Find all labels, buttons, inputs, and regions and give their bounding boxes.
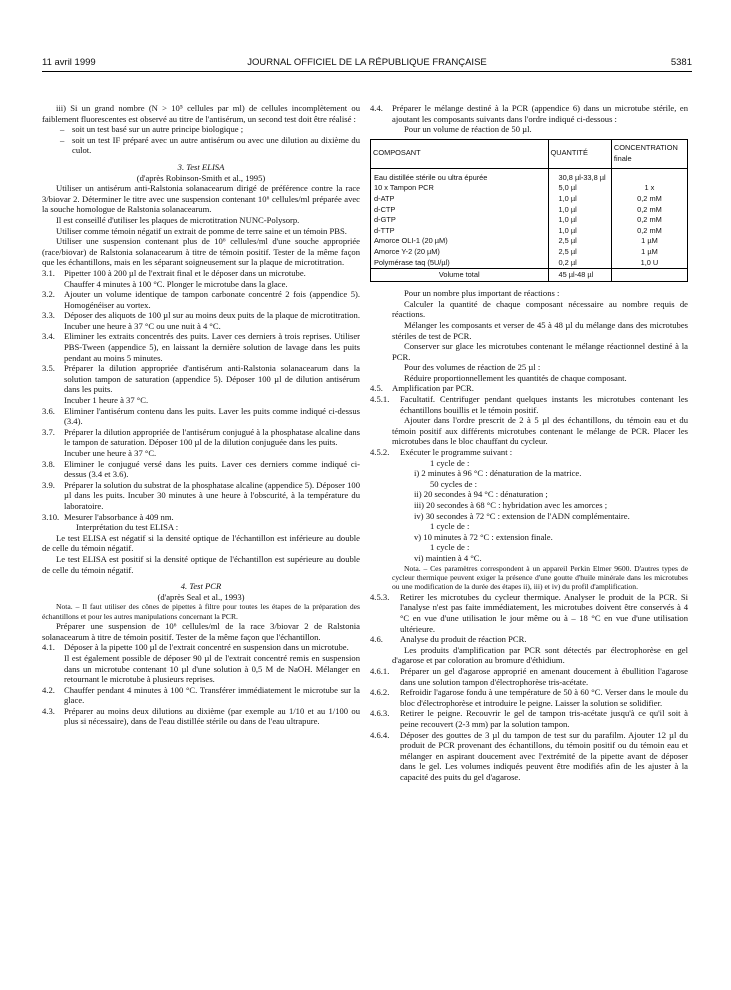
paragraph: Calculer la quantité de chaque composant nécessaire au nombre requis de réactions. [392, 298, 688, 320]
item-text: Déposer à la pipette 100 µl de l'extrait concentré en suspension dans un microtube. [64, 642, 349, 653]
numbered-item [370, 687, 688, 708]
table-cell: 0,2 mM [611, 226, 687, 237]
table-cell: 1 µM [611, 247, 687, 258]
paragraph: Pour des volumes de réaction de 25 µl : [404, 362, 541, 373]
paragraph: Les produits d'amplification par PCR sont détectés par électrophorèse en gel d'agarose et par coloration au bromure d'éthidium. [392, 644, 688, 666]
paragraph: Ajouter dans l'ordre prescrit de 2 à 5 µl des échantillons, du témoin eau et du témoin positif aux différents microtubes contenant le mélange de PCR. Placer les microtubes dans le bloc chauffant du cycleur. [392, 415, 688, 447]
item-number [42, 448, 64, 459]
paragraph-group [370, 288, 688, 383]
item-text: Préparer au moins deux dilutions au dixième (par exemple au 1/10 et au 1/100 ou plus si nécessaire), dans de l'eau distillée stérile ou dans de l'eau ultrapure. [64, 705, 360, 727]
item-text: Préparer un gel d'agarose approprié en amenant doucement à ébullition l'agarose dans une solution tampon d'électrophorèse tris-acétate. [400, 665, 688, 687]
numbered-item [370, 708, 688, 729]
item-text: Chauffer pendant 4 minutes à 100 °C. Transférer immédiatement le microtube sur la glace. [64, 684, 360, 706]
pcr-program [370, 458, 688, 564]
section-reference: (d'après Robinson-Smith et al., 1995) [136, 172, 266, 183]
program-line: vi) maintien à 4 °C. [414, 552, 482, 563]
table-cell [611, 168, 687, 183]
paragraph: Le test ELISA est négatif si la densité optique de l'échantillon est inférieure au double de celle du témoin négatif. [42, 532, 360, 554]
table-cell: 10 x Tampon PCR [371, 183, 549, 194]
section-reference: (d'après Seal et al., 1993) [157, 591, 245, 602]
item-number: 3.2. [42, 289, 55, 300]
table-cell: d-GTP [371, 215, 549, 226]
program-line: i) 2 minutes à 96 °C : dénaturation de la matrice. [414, 468, 582, 479]
elisa-step-list [42, 268, 360, 522]
paragraph: Il est conseillé d'utiliser les plaques de microtitration NUNC-Polysorp. [56, 214, 300, 225]
table-cell: 1,0 µl [548, 194, 611, 205]
item-text: Il est également possible de déposer 90 µl de l'extrait concentré remis en suspension dans un microtube contenant 10 µl d'une solution à 0,5 M de NaOH. Mélanger en retournant le microtube à plusieurs reprises. [64, 652, 360, 685]
table-cell: d-TTP [371, 226, 549, 237]
table-cell: 1,0 µl [548, 226, 611, 237]
numbered-item [42, 395, 360, 406]
table-cell: 1,0 µl [548, 215, 611, 226]
page-header [42, 57, 692, 71]
table-cell: 1,0 U [611, 258, 687, 269]
paragraph: Utiliser une suspension contenant plus de 10⁶ cellules/ml d'une souche appropriée (race/biovar) de Ralstonia solanacearum à titre de témoin positif. Tester de la même façon que les échantillons, mais en les séparant soigneusement sur la plaque de microtitration. [42, 236, 360, 268]
numbered-item [42, 289, 360, 310]
table-cell: Amorce OLI-1 (20 µM) [371, 236, 549, 247]
program-line: 1 cycle de : [430, 521, 470, 532]
paragraph: Mélanger les composants et verser de 45 à 48 µl du mélange dans des microtubes stériles de test de PCR. [392, 319, 688, 341]
header-page-number: 5381 [670, 57, 692, 68]
table-total-row [371, 269, 688, 282]
item-number: 3.4. [42, 331, 55, 342]
item-number: 4.6.1. [370, 665, 390, 676]
table-row [371, 168, 688, 183]
item-number: 4.1. [42, 642, 55, 653]
pcr-step-list [42, 642, 360, 727]
program-line: iii) 20 secondes à 68 °C : hybridation avec les amorces ; [414, 500, 608, 510]
total-value: 45 µl-48 µl [548, 269, 611, 282]
program-line: ii) 20 secondes à 94 °C : dénaturation ; [414, 489, 548, 500]
item-number: 3.3. [42, 310, 55, 321]
item-number [42, 279, 64, 290]
item-text: Préparer la solution du substrat de la phosphatase alcaline (appendice 5). Déposer 100 µl dans les puits. Incuber 30 minutes à une heure à l'obscurité, à la température du laboratoire. [64, 479, 360, 511]
paragraph: Conserver sur glace les microtubes contenant le mélange réactionnel destiné à la PCR. [392, 341, 688, 362]
header-date: 11 avril 1999 [42, 57, 96, 68]
table-header: QUANTITÉ [548, 139, 611, 168]
table-cell: 0,2 µl [548, 258, 611, 269]
numbered-item [370, 666, 688, 687]
program-line: 1 cycle de : [430, 457, 470, 468]
paragraph: Pour un volume de réaction de 50 µl. [404, 124, 532, 135]
item-text: Déposer des gouttes de 3 µl du tampon de test sur du parafilm. Ajouter 12 µl du produit de PCR provenant des échantillons, du témoin positif ou du témoin eau et mélanger en aspirant doucement avec l'extrémité de la pipette avant de déposer dans le gel. Les volumes indiqués peuvent être modifiés afin de les ajuster à la capacité des puits du gel d'agarose. [400, 729, 688, 782]
item-number: 3.9. [42, 479, 55, 490]
paragraph: Préparer une suspension de 10⁶ cellules/ml de la race 3/biovar 2 de Ralstonia solanacearum à titre de témoin positif. Tester de la même façon que l'échantillon. [42, 621, 360, 642]
table-cell: d-CTP [371, 205, 549, 216]
header-title: JOURNAL OFFICIEL DE LA RÉPUBLIQUE FRANÇAISE [247, 57, 487, 68]
numbered-item [42, 480, 360, 512]
item-number: 4.3. [42, 705, 55, 716]
pcr-mix-table [370, 139, 688, 282]
numbered-item: 4.5.1. Facultatif. Centrifuger pendant quelques instants les microtubes contenant les échantillons bouillis et le témoin positif. [370, 394, 688, 415]
table-cell: 1 x [611, 183, 687, 194]
numbered-item [42, 406, 360, 427]
item-number: 3.1. [42, 267, 55, 278]
item-text: Eliminer le conjugué versé dans les puits. Laver ces derniers comme indiqué ci-dessus (3.4 et 3.6). [64, 458, 360, 480]
item-number: 3.7. [42, 426, 55, 437]
numbered-item: 4.5. Amplification par PCR. [370, 383, 474, 394]
numbered-item [42, 279, 360, 290]
table-cell: Eau distillée stérile ou ultra épurée [371, 168, 549, 183]
program-line: 50 cycles de : [430, 478, 478, 489]
paragraph: Le test ELISA est positif si la densité optique de l'échantillon est supérieure au double de celle du témoin négatif. [42, 553, 360, 575]
section-title-elisa: 3. Test ELISA [177, 161, 225, 172]
table-header: CONCENTRATION finale [611, 139, 687, 168]
table-cell: 0,2 mM [611, 205, 687, 216]
numbered-item [42, 459, 360, 480]
item-text: Chauffer 4 minutes à 100 °C. Plonger le microtube dans la glace. [64, 278, 288, 289]
paragraph-iii: iii) Si un grand nombre (N > 10⁵ cellules par ml) de cellules incomplètement ou faiblement fluorescentes est observé au titre de l'antisérum, un second test doit être réalisé : [42, 103, 360, 124]
table-row [371, 183, 688, 194]
table-cell: 2,5 µl [548, 247, 611, 258]
table-cell: 1,0 µl [548, 205, 611, 216]
item-text: Ajouter un volume identique de tampon carbonate concentré 2 fois (appendice 5). Homogénéiser au vortex. [64, 289, 360, 310]
item-text: Pipetter 100 à 200 µl de l'extrait final et le déposer dans un microtube. [64, 267, 306, 278]
bullet-item: – soit un test basé sur un autre principe biologique ; [60, 124, 244, 135]
table-cell: 30,8 µl-33,8 µl [548, 168, 611, 183]
numbered-item: 4.6. Analyse du produit de réaction PCR. [370, 634, 527, 645]
item-number: 4.6.3. [370, 708, 390, 719]
analysis-step-list [370, 666, 688, 783]
section-title-pcr: 4. Test PCR [180, 581, 222, 592]
item-number: 3.10. [42, 511, 60, 522]
table-row [371, 247, 688, 258]
note: Nota. – Il faut utiliser des cônes de pipettes à filtre pour toutes les étapes de la préparation des échantillons et pour les autres manipulations concernant la PCR. [42, 602, 360, 621]
program-line: 1 cycle de : [430, 542, 470, 553]
item-number: 4.6.4. [370, 729, 390, 740]
numbered-item [42, 706, 360, 727]
table-cell: 0,2 mM [611, 194, 687, 205]
table-row [371, 194, 688, 205]
numbered-item [42, 653, 360, 685]
numbered-item: 4.5.3. Retirer les microtubes du cycleur thermique. Analyser le produit de la PCR. Si l'analyse n'est pas faite immédiatement, les microtubes doivent être conservés à 4 °C en vue d'une utilisation le jour même ou à – 18 °C en vue d'une utilisation ultérieure. [370, 591, 688, 634]
paragraph: Réduire proportionnellement les quantités de chaque composant. [404, 372, 627, 383]
table-cell: d-ATP [371, 194, 549, 205]
bullet-item: – soit un test IF préparé avec un autre antisérum ou avec une dilution au dixième du culot. [60, 134, 360, 156]
item-text: Refroidir l'agarose fondu à une température de 50 à 60 °C. Verser dans le moule du bloc d'électrophorèse et introduire le peigne. Laisser la solution se solidifier. [400, 687, 688, 708]
table-header-row [371, 139, 688, 168]
item-number: 4.2. [42, 684, 55, 695]
item-text: Mesurer l'absorbance à 409 nm. [64, 511, 174, 522]
item-number: 4.6.2. [370, 687, 390, 698]
paragraph: Pour un nombre plus important de réactions : [404, 288, 560, 299]
numbered-item [42, 331, 360, 363]
item-number [42, 653, 64, 685]
item-number: 3.8. [42, 458, 55, 469]
table-row [371, 215, 688, 226]
program-line: iv) 30 secondes à 72 °C : extension de l'ADN complémentaire. [414, 510, 630, 521]
item-text: Incuber 1 heure à 37 °C. [64, 395, 149, 406]
paragraph: Utiliser comme témoin négatif un extrait de pomme de terre saine et un témoin PBS. [56, 225, 347, 236]
table-cell: 2,5 µl [548, 236, 611, 247]
item-text: Préparer la dilution appropriée d'antisérum anti-Ralstonia solanacearum dans la solution tampon de saturation (appendice 5). Déposer 100 µl de dilution antisérum dans les puits. [64, 363, 360, 395]
table-cell: 1 µM [611, 236, 687, 247]
table-row [371, 205, 688, 216]
item-number: 3.6. [42, 405, 55, 416]
numbered-item [42, 512, 360, 523]
numbered-item [42, 642, 360, 653]
table-row [371, 236, 688, 247]
numbered-item [42, 363, 360, 395]
header-rule [42, 71, 692, 72]
total-label: Volume total [371, 269, 549, 282]
numbered-item: 4.5.2. Exécuter le programme suivant : [370, 447, 513, 458]
paragraph: Utiliser un antisérum anti-Ralstonia solanacearum dirigé de préférence contre la race 3/biovar 2. Déterminer le titre avec une suspension contenant 10⁶ cellules/ml préparée avec la souche homologue de Ralstonia solanacearum. [42, 183, 360, 215]
program-line: v) 10 minutes à 72 °C : extension finale. [414, 531, 553, 542]
item-number [42, 395, 64, 406]
item-text: Déposer des aliquots de 100 µl sur au moins deux puits de la plaque de microtitration. Incuber une heure à 37 °C ou une nuit à 4 °C. [64, 310, 360, 331]
item-text: Retirer le peigne. Recouvrir le gel de tampon tris-acétate jusqu'à ce qu'il soit à peine recouvert (2-3 mm) par la solution tampon. [400, 708, 688, 729]
table-row [371, 258, 688, 269]
table-cell: Polymérase taq (5U/µl) [371, 258, 549, 269]
item-text: Eliminer l'antisérum contenu dans les puits. Laver les puits comme indiqué ci-dessus (3.4). [64, 405, 360, 427]
left-column [42, 103, 360, 727]
item-text: Incuber une heure à 37 °C. [64, 448, 157, 458]
table-cell: 0,2 mM [611, 215, 687, 226]
numbered-item [370, 730, 688, 783]
table-cell: Amorce Y-2 (20 µM) [371, 247, 549, 258]
table-cell [611, 269, 687, 282]
numbered-item: 4.4. Préparer le mélange destiné à la PCR (appendice 6) dans un microtube stérile, en ajoutant les composants suivants dans l'ordre indiqué ci-dessous : [370, 103, 688, 124]
note: Nota. – Ces paramètres correspondent à un appareil Perkin Elmer 9600. D'autres types de cycleur thermique peuvent exiger la présence d'une goutte d'huile minérale dans les microtubes ou une modification de la durée des étapes ii), iii) et iv) du profil d'amplification. [392, 563, 688, 592]
numbered-item [42, 427, 360, 448]
item-text: Eliminer les extraits concentrés des puits. Laver ces derniers à trois reprises. Utiliser PBS-Tween (appendice 5), en laissant la dernière solution de lavage dans les puits pendant au moins 5 minutes. [64, 331, 360, 363]
right-column [370, 103, 688, 782]
numbered-item [42, 268, 360, 279]
interpretation-heading: Interprétation du test ELISA : [76, 522, 179, 533]
item-number: 3.5. [42, 363, 55, 374]
table-header: COMPOSANT [371, 139, 549, 168]
item-text: Préparer la dilution appropriée de l'antisérum conjugué à la phosphatase alcaline dans le tampon de saturation. Déposer 100 µl de la dilution conjuguée dans les puits. [64, 426, 360, 448]
numbered-item [42, 685, 360, 706]
numbered-item [42, 448, 360, 459]
numbered-item [42, 310, 360, 331]
table-cell: 5,0 µl [548, 183, 611, 194]
table-row [371, 226, 688, 237]
